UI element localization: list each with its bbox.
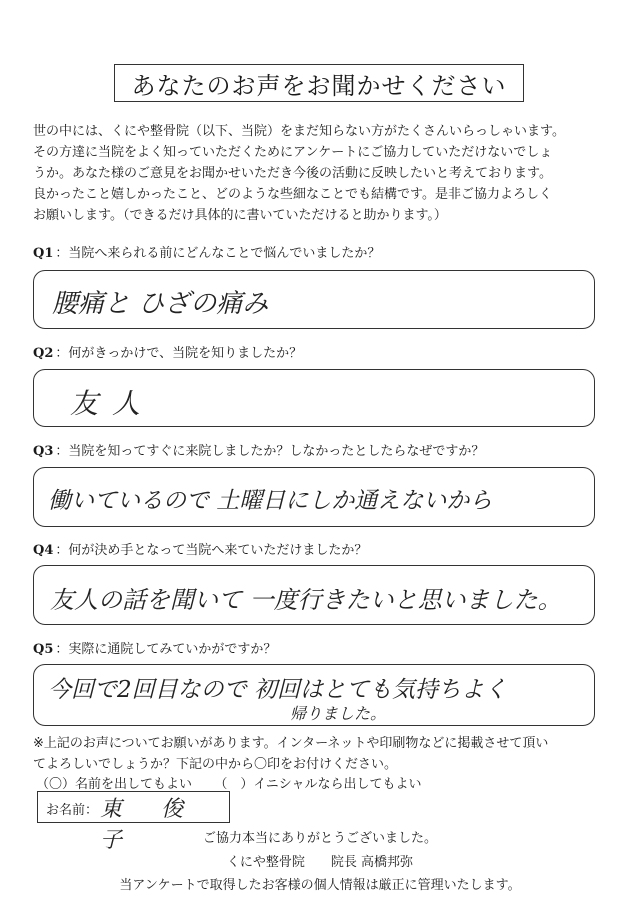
answer-box-5[interactable] — [33, 664, 595, 726]
question-3-label — [33, 440, 484, 459]
answer-box-2[interactable] — [33, 369, 595, 427]
notice-line: ※上記のお声についてお願いがあります。インターネットや印刷物などに掲載させて頂い — [33, 736, 549, 751]
consent-option-initials-mark[interactable]: （ ） — [214, 777, 254, 792]
question-number: Q4 — [33, 543, 54, 558]
intro-line: うか。あなた様のご意見をお聞かせいただき今後の活動に反映したいと考えております。 — [33, 166, 552, 181]
question-number: Q2 — [33, 346, 54, 361]
consent-option-initials-label: イニシャルなら出してもよい — [253, 777, 422, 792]
consent-options — [36, 773, 422, 792]
intro-line: その方達に当院をよく知っていただくためにアンケートにご協力していただけないでしょ — [33, 145, 553, 160]
name-field[interactable] — [37, 791, 230, 853]
answer-2-text: 友人 — [70, 387, 155, 420]
consent-option-name-label: 名前を出してもよい — [75, 777, 193, 792]
question-text: ：何が決め手となって当院へ来ていただけましたか？ — [55, 543, 368, 558]
notice-line: てよろしいでしょうか？下記の中から〇印をお付けください。 — [33, 757, 398, 772]
question-4-label — [33, 539, 367, 558]
question-number: Q1 — [33, 246, 54, 261]
answer-1-text: 腰痛と ひざの痛み — [52, 289, 269, 319]
footer-privacy: 当アンケートで取得したお客様の個人情報は厳正に管理いたします。 — [119, 878, 521, 893]
question-1-label — [33, 242, 380, 261]
answer-box-4[interactable] — [33, 565, 595, 625]
question-text: ：当院へ来られる前にどんなことで悩んでいましたか？ — [55, 246, 381, 261]
answer-box-1[interactable] — [33, 270, 595, 329]
intro-line: 世の中には、くにや整骨院（以下、当院）をまだ知らない方がたくさんいらっしゃいます。 — [33, 124, 565, 139]
answer-5-line-2: 帰りました。 — [290, 704, 387, 723]
question-5-label — [33, 638, 276, 657]
intro-paragraph — [33, 121, 613, 226]
question-number: Q3 — [33, 444, 54, 459]
footer-thanks: ご協力本当にありがとうございました。 — [202, 831, 437, 846]
answer-3-text: 働いているので 土曜日にしか通えないから — [48, 488, 493, 514]
question-text: ：当院を知ってすぐに来院しましたか？しなかったとしたらなぜですか？ — [55, 444, 485, 459]
answer-4-text: 友人の話を聞いて 一度行きたいと思いました。 — [50, 586, 562, 614]
answer-5-line-1: 今回で2回目なので 初回はとても気持ちよく — [48, 677, 507, 703]
consent-option-name-mark[interactable]: （〇） — [36, 777, 76, 792]
answer-box-3[interactable] — [33, 467, 595, 527]
name-value: 東 俊子 — [100, 797, 199, 853]
question-text: ：実際に通院してみていかがですか？ — [55, 642, 277, 657]
intro-line: お願いします。（できるだけ具体的に書いていただけると助かります。） — [33, 208, 447, 223]
survey-title — [114, 64, 524, 102]
publication-notice — [33, 733, 613, 775]
survey-title-text: あなたのお声をお聞かせください — [131, 71, 507, 100]
footer-clinic: くにや整骨院 院長 高橋邦弥 — [226, 855, 414, 870]
question-number: Q5 — [33, 642, 54, 657]
name-label: お名前： — [46, 803, 99, 818]
question-2-label — [33, 342, 302, 361]
question-text: ：何がきっかけで、当院を知りましたか？ — [55, 346, 303, 361]
intro-line: 良かったこと嬉しかったこと、どのような些細なことでも結構です。是非ご協力よろしく — [33, 187, 552, 202]
